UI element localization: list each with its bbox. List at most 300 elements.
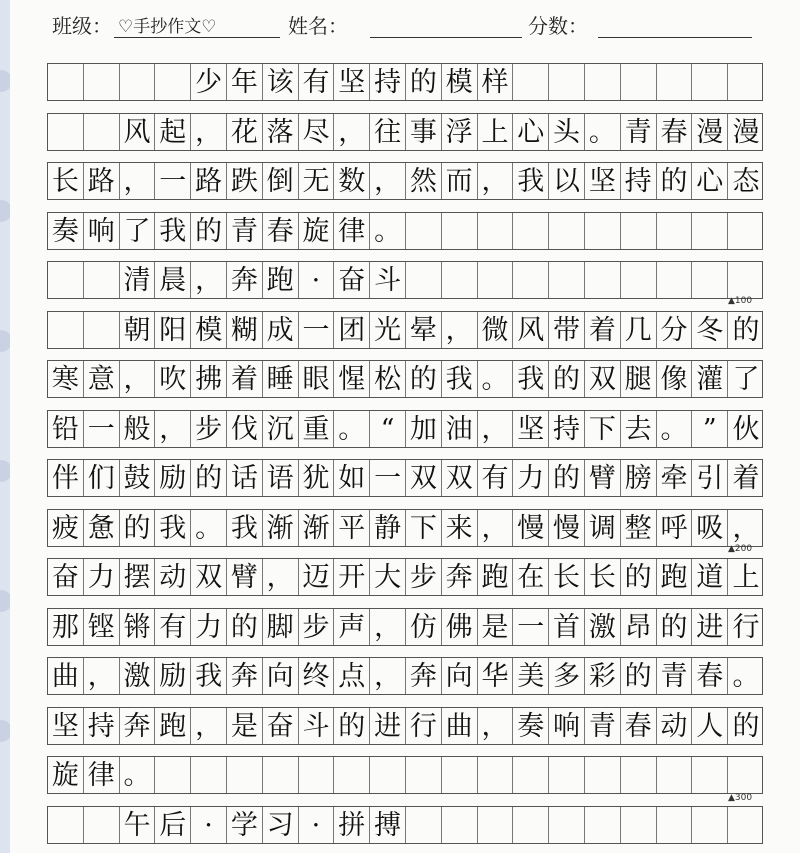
grid-cell [191,757,227,793]
grid-cell: 的 [406,361,442,397]
grid-cell: 跑 [478,559,514,595]
grid-cell: 持 [621,163,657,199]
grid-cell: ， [120,361,156,397]
grid-cell: 几 [621,312,657,348]
grid-cell: ， [84,658,120,694]
grid-cell: 旋 [299,213,335,249]
grid-cell: 一 [370,460,406,496]
grid-cell: 跑 [263,262,299,298]
grid-cell: 响 [549,708,585,744]
grid-cell: 松 [370,361,406,397]
grid-cell: 腿 [621,361,657,397]
grid-cell: 该 [263,64,299,100]
grid-cell: ， [120,163,156,199]
grid-row [47,806,763,844]
grid-cell: 慢 [513,510,549,546]
grid-cell [84,114,120,150]
grid-cell [48,312,84,348]
grid-cell: 臂 [585,460,621,496]
score-label: 分数： [528,14,588,38]
grid-cell: 。 [657,411,693,447]
grid-cell: 奔 [406,658,442,694]
grid-cell: 青 [227,213,263,249]
grid-cell: 脚 [263,609,299,645]
grid-cell: 曲 [442,708,478,744]
class-value: ♡手抄作文♡ [118,17,217,37]
grid-cell [478,757,514,793]
grid-cell: 团 [334,312,370,348]
grid-cell: 清 [120,262,156,298]
grid-cell: 持 [370,64,406,100]
grid-cell: 昂 [621,609,657,645]
grid-cell: 我 [155,510,191,546]
grid-cell: 终 [299,658,335,694]
grid-cell: 犹 [299,460,335,496]
grid-cell: 风 [513,312,549,348]
grid-cell: 带 [549,312,585,348]
grid-cell: 。 [585,114,621,150]
grid-cell: 奏 [48,213,84,249]
grid-cell: 一 [513,609,549,645]
grid-cell: 奔 [227,262,263,298]
grid-cell [549,807,585,843]
grid-cell: 行 [732,611,760,643]
grid-cell: 一 [155,163,191,199]
grid-cell: 向 [263,658,299,694]
grid-cell: ， [370,163,406,199]
grid-cell [48,64,84,100]
grid-cell [692,213,728,249]
word-count-marker: ▲100 [728,296,753,306]
grid-cell [406,262,442,298]
grid-cell [48,262,84,298]
grid-cell: ， [442,312,478,348]
grid-cell: 坚 [334,64,370,100]
grid-cell: 坚 [585,163,621,199]
grid-cell [585,64,621,100]
grid-cell: 冬 [692,312,728,348]
grid-cell: 一 [84,411,120,447]
grid-cell: 习 [263,807,299,843]
grid-cell [728,807,764,843]
grid-cell [549,757,585,793]
grid-cell: 奏 [513,708,549,744]
grid-cell [621,262,657,298]
grid-cell: 有 [478,460,514,496]
grid-cell [478,807,514,843]
grid-cell [728,213,764,249]
grid-cell [585,213,621,249]
name-underline [370,37,522,38]
grid-cell: 向 [442,658,478,694]
grid-cell: 的 [732,710,760,742]
grid-cell: 拼 [334,807,370,843]
grid-cell: 斗 [299,708,335,744]
grid-cell: 引 [692,460,728,496]
grid-cell: 然 [406,163,442,199]
grid-cell [621,64,657,100]
grid-cell [84,262,120,298]
grid-cell: 睡 [263,361,299,397]
grid-cell: 坚 [513,411,549,447]
grid-cell [442,807,478,843]
grid-cell: 寒 [48,361,84,397]
grid-cell: 进 [370,708,406,744]
grid-cell: 青 [657,658,693,694]
grid-cell: 奔 [227,658,263,694]
grid-cell: 路 [191,163,227,199]
grid-cell: 渐 [263,510,299,546]
grid-cell: ， [478,411,514,447]
grid-cell: 加 [406,411,442,447]
composition-paper [10,0,800,853]
grid-cell: 励 [155,658,191,694]
grid-cell [442,757,478,793]
grid-cell: 心 [692,163,728,199]
grid-cell: 双 [585,361,621,397]
grid-cell: 华 [478,658,514,694]
grid-cell: 了 [120,213,156,249]
grid-cell: 伙 [732,413,760,445]
grid-cell [692,807,728,843]
grid-cell: 摆 [120,559,156,595]
grid-cell: 花 [227,114,263,150]
grid-cell: “ [370,411,406,447]
grid-cell: 的 [334,708,370,744]
grid-cell [84,312,120,348]
grid-cell: 伴 [48,460,84,496]
grid-row [47,707,763,745]
grid-cell: 伐 [227,411,263,447]
grid-cell: 呼 [657,510,693,546]
grid-cell: 平 [334,510,370,546]
grid-cell: 的 [621,559,657,595]
grid-cell: 。 [478,361,514,397]
word-count-marker: ▲200 [728,544,753,554]
grid-cell: 青 [585,708,621,744]
grid-cell: 阳 [155,312,191,348]
grid-cell: 步 [191,411,227,447]
grid-cell [513,213,549,249]
grid-cell [299,757,335,793]
grid-cell [549,64,585,100]
grid-cell: 的 [191,460,227,496]
grid-cell: 往 [370,114,406,150]
grid-cell: 浮 [442,114,478,150]
grid-cell: 年 [227,64,263,100]
grid-cell [48,114,84,150]
grid-cell: 着 [227,361,263,397]
grid-cell: 的 [191,213,227,249]
grid-cell [692,757,728,793]
grid-cell [406,757,442,793]
name-label: 姓名： [288,14,348,38]
grid-row [47,459,763,497]
grid-row [47,756,763,794]
grid-cell [549,213,585,249]
grid-cell: 的 [120,510,156,546]
grid-cell: 跑 [155,708,191,744]
grid-cell: 行 [406,708,442,744]
grid-cell [513,807,549,843]
grid-cell: 事 [406,114,442,150]
grid-cell: 的 [657,163,693,199]
grid-cell: 像 [657,361,693,397]
grid-cell [120,64,156,100]
grid-row [47,212,763,250]
grid-cell: 吹 [155,361,191,397]
grid-cell [585,757,621,793]
grid-cell: 坚 [48,708,84,744]
grid-cell: ， [478,163,514,199]
grid-cell [728,262,764,298]
grid-cell: 佛 [442,609,478,645]
grid-cell: 长 [549,559,585,595]
grid-cell: 膀 [621,460,657,496]
grid-cell [692,64,728,100]
grid-row [47,558,763,596]
grid-cell: 的 [406,64,442,100]
grid-row [47,261,763,299]
grid-cell: 的 [549,361,585,397]
grid-cell: 路 [84,163,120,199]
grid-cell [657,64,693,100]
grid-cell: 奔 [442,559,478,595]
grid-cell: 少 [191,64,227,100]
grid-cell: 响 [84,213,120,249]
grid-cell: 起 [155,114,191,150]
grid-cell [692,262,728,298]
grid-cell: 跌 [227,163,263,199]
grid-cell: 铅 [48,411,84,447]
grid-cell: 首 [549,609,585,645]
grid-cell: 迈 [299,559,335,595]
grid-cell: 大 [370,559,406,595]
grid-cell [513,262,549,298]
word-count-marker: ▲300 [728,793,753,803]
grid-cell: 双 [191,559,227,595]
grid-row [47,509,763,547]
grid-cell [585,807,621,843]
grid-cell [227,757,263,793]
grid-cell: 进 [692,609,728,645]
grid-cell: 步 [299,609,335,645]
grid-cell: 头 [549,114,585,150]
grid-cell: 风 [120,114,156,150]
grid-cell: 奋 [334,262,370,298]
grid-cell: 律 [84,757,120,793]
grid-cell: 后 [155,807,191,843]
grid-cell [84,807,120,843]
grid-cell: 话 [227,460,263,496]
grid-cell: 长 [585,559,621,595]
grid-cell: 着 [732,462,760,494]
grid-cell: · [299,807,335,843]
grid-cell [48,807,84,843]
grid-cell: 微 [478,312,514,348]
grid-cell [621,757,657,793]
class-label: 班级： [52,14,112,38]
grid-cell: 励 [155,460,191,496]
grid-cell: 下 [585,411,621,447]
grid-cell: 有 [299,64,335,100]
grid-cell: 鼓 [120,460,156,496]
grid-cell: 下 [406,510,442,546]
grid-cell: 。 [191,510,227,546]
grid-cell: 仿 [406,609,442,645]
grid-cell: 静 [370,510,406,546]
grid-cell [549,262,585,298]
grid-cell: 动 [657,708,693,744]
grid-cell [728,64,764,100]
grid-cell [406,807,442,843]
grid-cell [155,757,191,793]
grid-cell [442,213,478,249]
grid-cell: ， [370,609,406,645]
grid-cell: 我 [513,163,549,199]
grid-cell: 有 [155,609,191,645]
grid-cell: 我 [191,658,227,694]
grid-cell: 语 [263,460,299,496]
grid-cell [621,213,657,249]
grid-row [47,63,763,101]
grid-cell: 以 [549,163,585,199]
grid-cell: 斗 [370,262,406,298]
grid-cell: 持 [549,411,585,447]
grid-cell: 午 [120,807,156,843]
grid-cell: 心 [513,114,549,150]
grid-cell: 学 [227,807,263,843]
grid-cell: 牵 [657,460,693,496]
grid-cell [513,757,549,793]
grid-cell: 的 [549,460,585,496]
grid-cell: 糊 [227,312,263,348]
grid-cell: 铿 [84,609,120,645]
grid-cell: 来 [442,510,478,546]
grid-cell: 惺 [334,361,370,397]
grid-cell: ， [191,262,227,298]
grid-cell: 模 [191,312,227,348]
grid-cell: 锵 [120,609,156,645]
grid-cell: 倒 [263,163,299,199]
grid-cell: 而 [442,163,478,199]
grid-cell: 长 [48,163,84,199]
grid-cell: 重 [299,411,335,447]
grid-cell: 搏 [370,807,406,843]
grid-cell: 般 [120,411,156,447]
grid-cell: 动 [155,559,191,595]
grid-cell: 漫 [732,116,760,148]
grid-cell: 落 [263,114,299,150]
grid-cell: 步 [406,559,442,595]
grid-cell: 奋 [48,559,84,595]
grid-cell: 点 [334,658,370,694]
grid-cell [478,262,514,298]
grid-cell: 意 [84,361,120,397]
grid-cell: ， [191,708,227,744]
grid-cell: 开 [334,559,370,595]
grid-cell: 我 [227,510,263,546]
paper-header [10,0,800,48]
grid-cell: 上 [478,114,514,150]
grid-cell: 是 [478,609,514,645]
grid-cell: 的 [621,658,657,694]
grid-cell: 如 [334,460,370,496]
grid-cell: 渐 [299,510,335,546]
grid-cell: ” [692,411,728,447]
grid-cell: 多 [549,658,585,694]
grid-cell: 沉 [263,411,299,447]
grid-cell: 着 [585,312,621,348]
grid-cell: 晕 [406,312,442,348]
grid-row [47,608,763,646]
grid-row [47,113,763,151]
grid-cell: 在 [513,559,549,595]
grid-cell: 一 [299,312,335,348]
grid-cell: ， [732,512,760,544]
grid-cell: 成 [263,312,299,348]
grid-cell: 我 [513,361,549,397]
grid-cell: ， [370,658,406,694]
grid-cell: 样 [478,64,514,100]
grid-cell: 激 [120,658,156,694]
grid-cell: 油 [442,411,478,447]
grid-cell: 双 [406,460,442,496]
grid-cell: 力 [513,460,549,496]
grid-cell [657,213,693,249]
grid-cell: 朝 [120,312,156,348]
grid-cell [370,757,406,793]
grid-cell: 。 [732,660,760,692]
grid-cell: 旋 [48,757,84,793]
grid-cell: 美 [513,658,549,694]
grid-cell: ， [263,559,299,595]
grid-cell: 模 [442,64,478,100]
grid-cell: ， [155,411,191,447]
grid-cell: 无 [299,163,335,199]
grid-cell: ， [191,114,227,150]
grid-cell: 晨 [155,262,191,298]
grid-cell: 数 [334,163,370,199]
grid-cell: 吸 [692,510,728,546]
grid-cell: 力 [84,559,120,595]
grid-row [47,162,763,200]
grid-cell: 力 [191,609,227,645]
grid-cell: 青 [621,114,657,150]
grid-cell: 了 [732,363,760,395]
grid-cell: 我 [442,361,478,397]
grid-cell: 。 [370,213,406,249]
grid-cell: 整 [621,510,657,546]
grid-cell: 春 [692,658,728,694]
grid-cell: 声 [334,609,370,645]
grid-cell: 的 [732,314,760,346]
grid-cell: 春 [263,213,299,249]
grid-cell: 疲 [48,510,84,546]
grid-cell: 。 [334,411,370,447]
grid-cell: 调 [585,510,621,546]
grid-cell [84,64,120,100]
grid-cell: ， [334,114,370,150]
grid-cell [263,757,299,793]
grid-cell [513,64,549,100]
grid-cell: 是 [227,708,263,744]
grid-cell: ， [478,708,514,744]
grid-cell: 上 [732,561,760,593]
grid-cell [585,262,621,298]
grid-row [47,360,763,398]
grid-cell: 慢 [549,510,585,546]
